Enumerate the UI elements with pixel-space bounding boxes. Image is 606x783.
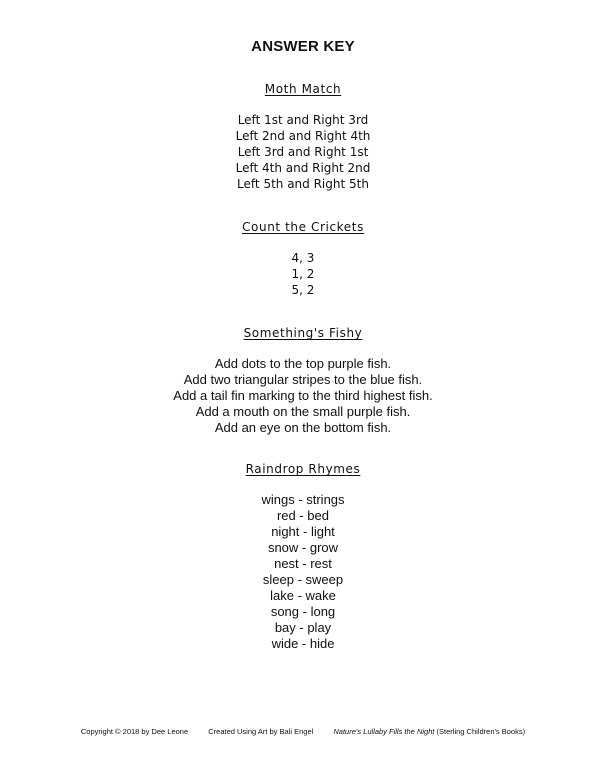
raindrop-rhymes-section bbox=[0, 462, 606, 652]
somethings-fishy-section bbox=[0, 326, 606, 436]
answer-line: bay - play bbox=[274, 620, 332, 635]
answer-line: Left 3rd and Right 1st bbox=[237, 145, 369, 159]
answer-line: night - light bbox=[271, 524, 335, 539]
answer-line: wings - strings bbox=[261, 492, 345, 507]
answer-line: Add dots to the top purple fish. bbox=[214, 356, 392, 371]
book-title: Nature's Lullaby Fills the Night bbox=[333, 727, 435, 736]
answer-line: wide - hide bbox=[271, 636, 335, 651]
copyright-text: Copyright © 2018 by Dee Leone bbox=[80, 727, 189, 736]
somethings-fishy-answers bbox=[0, 356, 606, 436]
count-crickets-section bbox=[0, 220, 606, 298]
count-crickets-answers bbox=[0, 250, 606, 298]
book-credit bbox=[333, 727, 525, 736]
answer-line: lake - wake bbox=[270, 588, 336, 603]
raindrop-rhymes-answers bbox=[0, 492, 606, 652]
publisher-text: (Sterling Children's Books) bbox=[436, 727, 526, 736]
answer-line: Left 4th and Right 2nd bbox=[235, 161, 371, 175]
answer-line: 5, 2 bbox=[291, 283, 315, 297]
raindrop-rhymes-heading: Raindrop Rhymes bbox=[245, 462, 361, 476]
answer-line: Left 1st and Right 3rd bbox=[237, 113, 369, 127]
count-crickets-heading: Count the Crickets bbox=[242, 220, 364, 234]
moth-match-heading: Moth Match bbox=[264, 82, 342, 96]
answer-line: 1, 2 bbox=[291, 267, 315, 281]
answer-line: red - bed bbox=[276, 508, 330, 523]
answer-line: Left 5th and Right 5th bbox=[237, 177, 369, 191]
moth-match-section bbox=[0, 82, 606, 192]
footer bbox=[0, 727, 606, 736]
answer-line: nest - rest bbox=[274, 556, 332, 571]
answer-line: Add an eye on the bottom fish. bbox=[214, 420, 392, 435]
answer-line: Left 2nd and Right 4th bbox=[235, 129, 371, 143]
art-credit-text: Created Using Art by Bali Engel bbox=[208, 727, 314, 736]
answer-line: snow - grow bbox=[267, 540, 339, 555]
moth-match-answers bbox=[0, 112, 606, 192]
answer-line: Add a tail fin marking to the third highest fish. bbox=[173, 388, 433, 403]
somethings-fishy-heading: Something's Fishy bbox=[243, 326, 363, 340]
page-title: ANSWER KEY bbox=[251, 38, 355, 55]
answer-line: Add two triangular stripes to the blue fish. bbox=[183, 372, 423, 387]
answer-line: Add a mouth on the small purple fish. bbox=[195, 404, 411, 419]
answer-line: 4, 3 bbox=[291, 251, 315, 265]
answer-line: sleep - sweep bbox=[262, 572, 344, 587]
answer-line: song - long bbox=[270, 604, 336, 619]
